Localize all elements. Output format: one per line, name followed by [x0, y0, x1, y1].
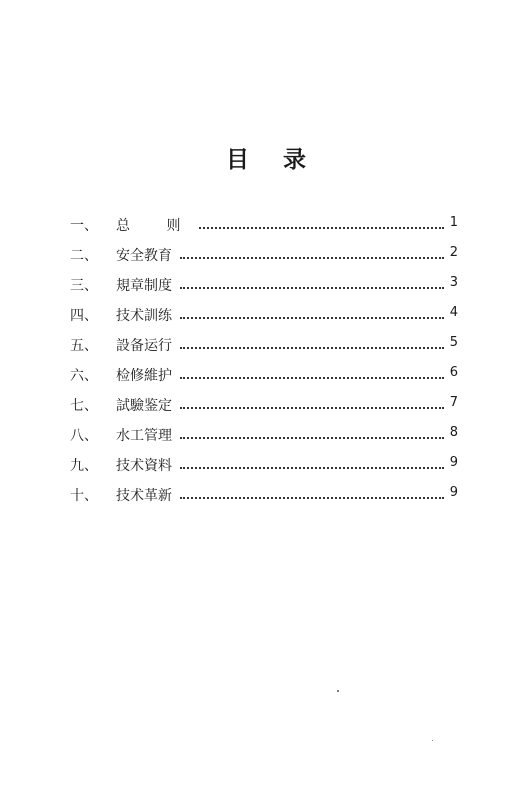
dot-leader: [180, 227, 444, 229]
title-char-1: 目: [226, 147, 249, 173]
dot-leader: [180, 347, 444, 349]
dot-leader: [180, 437, 444, 439]
toc-entry: [70, 210, 460, 240]
toc-entry-page: 9: [447, 455, 458, 470]
toc-entry-number: 七、: [70, 398, 98, 414]
toc-entry: [70, 270, 460, 300]
toc-entry-page: 9: [447, 485, 458, 500]
toc-entry-page: 1: [447, 215, 458, 230]
toc-entry-number: 三、: [70, 278, 98, 294]
toc-entry-number: 四、: [70, 308, 98, 324]
toc-entry: [70, 420, 460, 450]
toc-entry: [70, 240, 460, 270]
toc-entry-title: 安全教育: [116, 245, 174, 265]
toc-entry-title: 技术資料: [116, 455, 174, 475]
toc-entry-page: 7: [447, 395, 458, 410]
toc-entry: [70, 300, 460, 330]
table-of-contents: [70, 210, 460, 510]
scan-speck: [432, 740, 433, 741]
toc-entry-title: 检修維护: [116, 365, 174, 385]
page-title: [226, 146, 306, 174]
dot-leader: [180, 497, 444, 499]
toc-entry-title: 总 则: [116, 215, 198, 235]
dot-leader: [180, 467, 444, 469]
toc-entry-page: 6: [447, 365, 458, 380]
scan-speck: [337, 690, 339, 692]
dot-leader: [180, 257, 444, 259]
dot-leader: [180, 377, 444, 379]
toc-entry-page: 8: [447, 425, 458, 440]
toc-entry-title: 試驗鉴定: [116, 395, 174, 415]
title-char-2: 录: [283, 147, 306, 173]
toc-entry-title: 水工管理: [116, 425, 174, 445]
toc-entry-number: 八、: [70, 428, 98, 444]
toc-entry-title: 技术訓练: [116, 305, 174, 325]
toc-entry-number: 九、: [70, 458, 98, 474]
toc-entry-number: 一、: [70, 218, 98, 234]
toc-entry-number: 二、: [70, 248, 98, 264]
toc-entry: [70, 480, 460, 510]
toc-entry-title: 設备运行: [116, 335, 174, 355]
toc-entry-number: 五、: [70, 338, 98, 354]
toc-entry: [70, 450, 460, 480]
toc-entry-page: 5: [447, 335, 458, 350]
toc-entry: [70, 390, 460, 420]
toc-entry-page: 2: [447, 245, 458, 260]
toc-entry-number: 六、: [70, 368, 98, 384]
toc-entry: [70, 330, 460, 360]
toc-entry-page: 3: [447, 275, 458, 290]
dot-leader: [180, 317, 444, 319]
toc-entry-page: 4: [447, 305, 458, 320]
dot-leader: [180, 287, 444, 289]
toc-entry-number: 十、: [70, 488, 98, 504]
toc-entry-title: 技术革新: [116, 485, 174, 505]
dot-leader: [180, 407, 444, 409]
toc-entry-title: 規章制度: [116, 275, 174, 295]
toc-entry: [70, 360, 460, 390]
